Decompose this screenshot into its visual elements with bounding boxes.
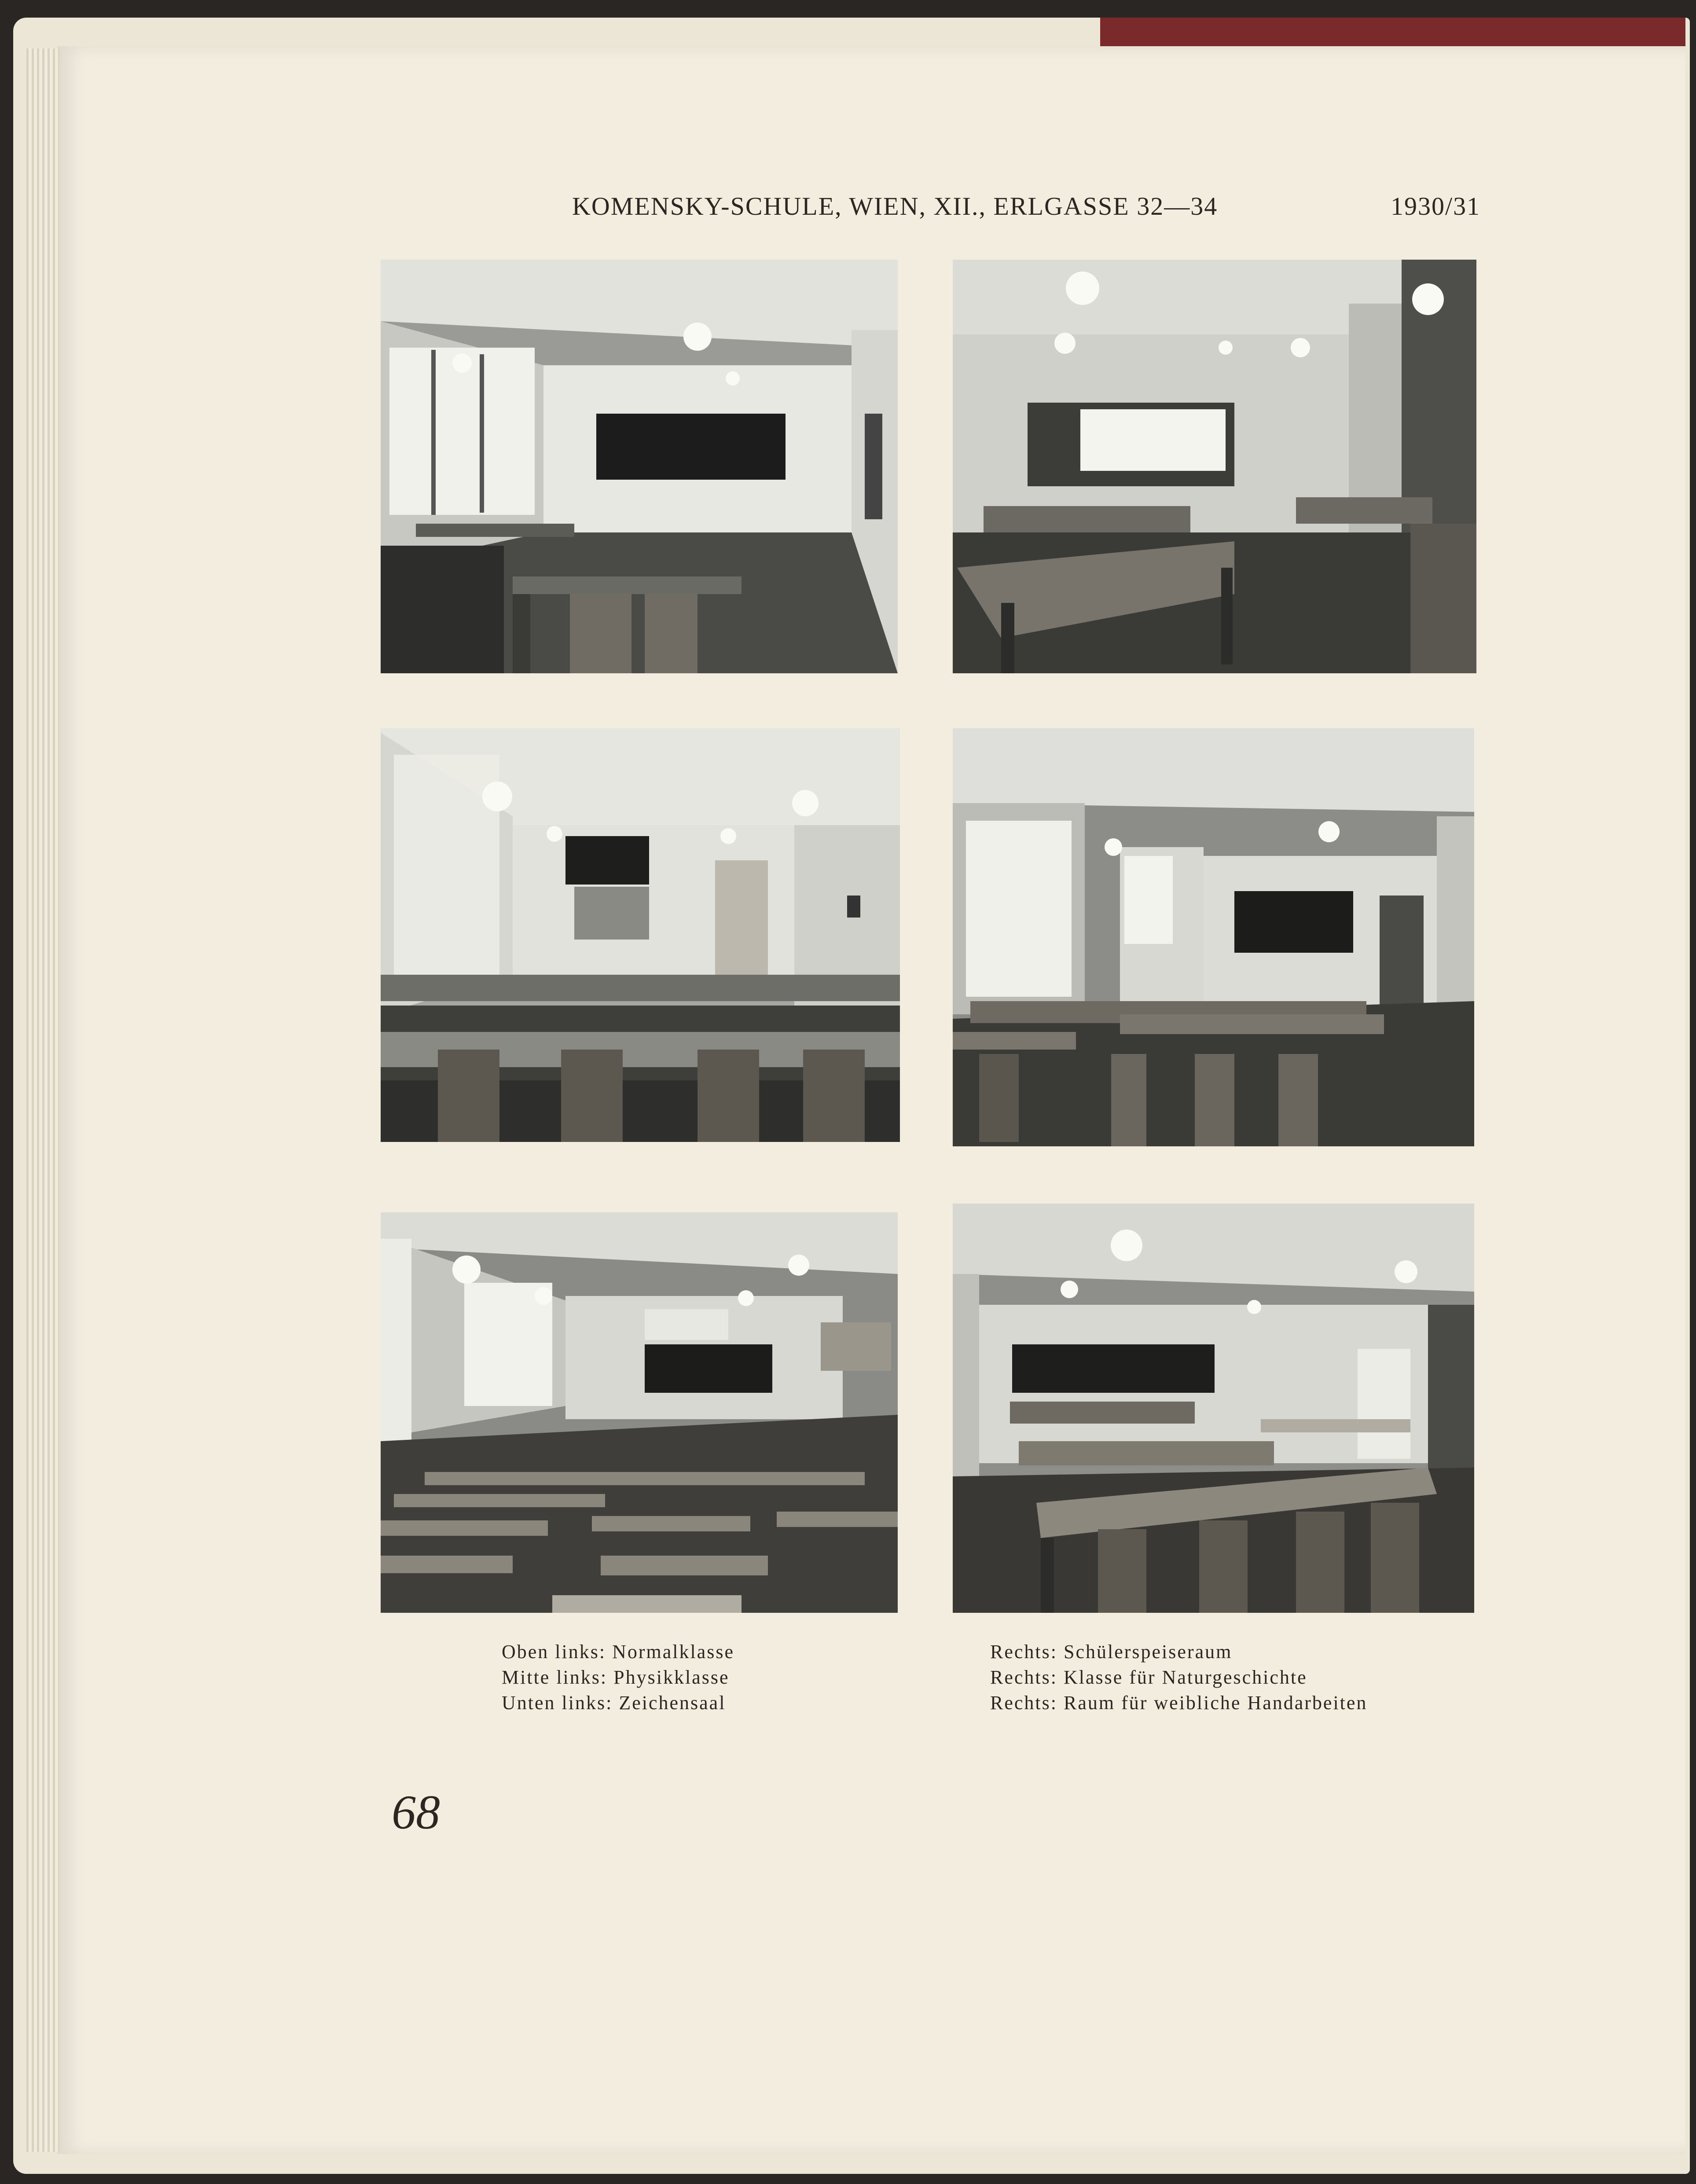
photo-schuelerspeiseraum	[953, 260, 1476, 673]
caption-rechts-oben: Rechts: Schülerspeiseraum	[990, 1641, 1233, 1663]
caption-oben-links: Oben links: Normalklasse	[502, 1641, 735, 1663]
photo-handarbeiten	[953, 1204, 1474, 1613]
page-edges	[26, 48, 59, 2152]
running-head-title: KOMENSKY-SCHULE, WIEN, XII., ERLGASSE 32—34	[572, 192, 1218, 220]
caption-mitte-links: Mitte links: Physikklasse	[502, 1666, 730, 1688]
photo-naturgeschichte	[953, 728, 1474, 1146]
caption-rechts-mitte: Rechts: Klasse für Naturgeschichte	[990, 1666, 1307, 1688]
caption-left	[502, 1639, 734, 1716]
photo-normalklasse	[381, 260, 898, 673]
photo-zeichensaal	[381, 1212, 898, 1613]
running-head-year: 1930/31	[1391, 192, 1481, 220]
caption-right	[990, 1639, 1367, 1716]
page-number: 68	[392, 1785, 440, 1839]
photo-physikklasse	[381, 728, 900, 1142]
caption-rechts-unten: Rechts: Raum für weibliche Handarbeiten	[990, 1692, 1368, 1714]
caption-unten-links: Unten links: Zeichensaal	[502, 1692, 726, 1714]
